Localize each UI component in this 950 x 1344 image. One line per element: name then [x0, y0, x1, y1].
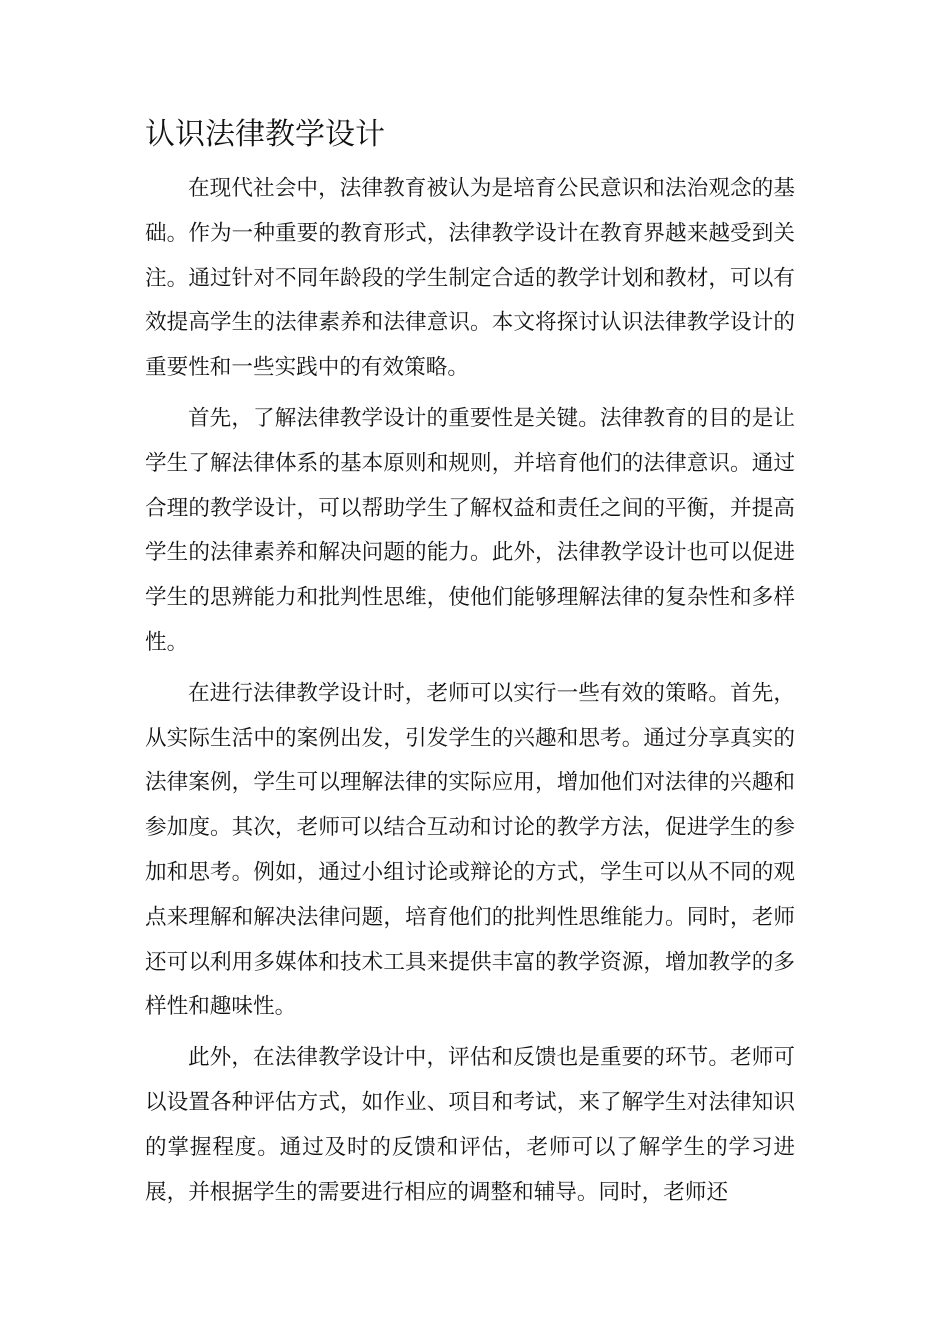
paragraph-3: 在进行法律教学设计时，老师可以实行一些有效的策略。首先，从实际生活中的案例出发，引发学生的兴趣和思考。通过分享真实的法律案例，学生可以理解法律的实际应用，增加他们对法律的兴趣和参加度。其次，老师可以结合互动和讨论的教学方法，促进学生的参加和思考。例如，通过小组讨论或辩论的方式，学生可以从不同的观点来理解和解决法律问题，培育他们的批判性思维能力。同时，老师还可以利用多媒体和技术工具来提供丰富的教学资源，增加教学的多样性和趣味性。 — [145, 680, 795, 1020]
paragraph-4: 此外，在法律教学设计中，评估和反馈也是重要的环节。老师可以设置各种评估方式，如作业、项目和考试，来了解学生对法律知识的掌握程度。通过及时的反馈和评估，老师可以了解学生的学习进展，并根据学生的需要进行相应的调整和辅导。同时，老师还 — [145, 1045, 795, 1205]
paragraph-1: 在现代社会中，法律教育被认为是培育公民意识和法治观念的基础。作为一种重要的教育形式，法律教学设计在教育界越来越受到关注。通过针对不同年龄段的学生制定合适的教学计划和教材，可以有效提高学生的法律素养和法律意识。本文将探讨认识法律教学设计的重要性和一些实践中的有效策略。 — [145, 176, 795, 381]
document-page — [145, 113, 795, 1221]
document-title: 认识法律教学设计 — [145, 117, 385, 152]
paragraph-2: 首先，了解法律教学设计的重要性是关键。法律教育的目的是让学生了解法律体系的基本原则和规则，并培育他们的法律意识。通过合理的教学设计，可以帮助学生了解权益和责任之间的平衡，并提高学生的法律素养和解决问题的能力。此外，法律教学设计也可以促进学生的思辨能力和批判性思维，使他们能够理解法律的复杂性和多样性。 — [145, 405, 795, 655]
